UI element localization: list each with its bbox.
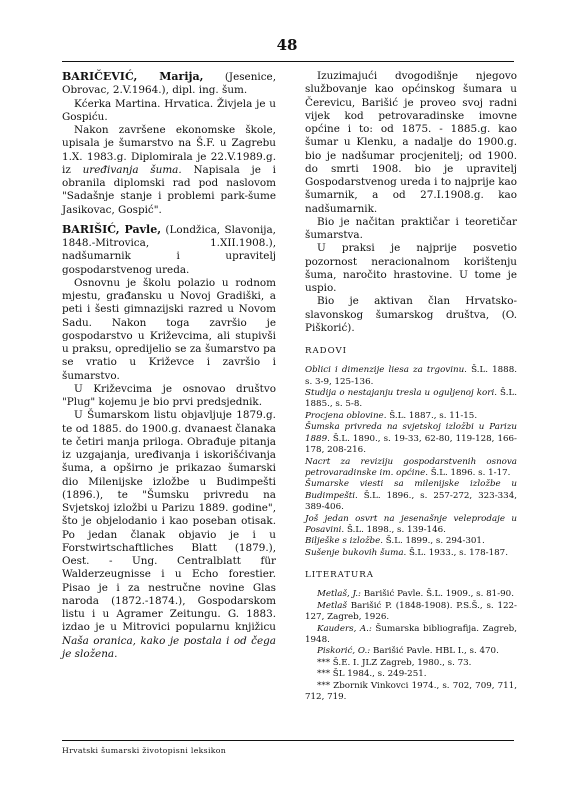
paragraph xyxy=(62,409,276,661)
literature-heading: LITERATURA xyxy=(305,570,374,581)
work-item: Studija o nestajanju tresla u oguljenoj kori. Š.L. 1885., s. 5-8. xyxy=(305,388,517,410)
header-rule xyxy=(62,61,514,62)
text-run: U Šumarskom listu objavljuje 1879.g. te od 1885. do 1900.g. dvanaest članaka te četiri manja priloga. Obrađuje pitanja iz uzgajanja, uređivanja i iskorišćivanja šuma, a opširno je prikazao šumarski dio Milenijske izložbe u Budimpešti (1896.), te "Šumsku privredu na Svjetskoj izložbi u Parizu 1889. godine", što je objelodanio i kao poseban otisak. Po jedan članak objavio je i u Forstwirtschaftliches Blatt (1879.), Oest. - Ung. Centralblatt für Walderzeugnisse i u Echo forestier. Pisao je i za nestručne novine Glas naroda (1872.-1874.), Gospodarskom listu i u Agramer Zeitungu. G. 1883. izdao je u Mitrovici popularnu knjižicu xyxy=(62,409,276,634)
work-item: Procjena oblovine. Š.L. 1887., s. 11-15. xyxy=(305,410,478,421)
work-item: Još jedan osvrt na jesenašnje veleprodaje u Posavini. Š.L. 1898., s. 139-146. xyxy=(305,513,517,535)
paragraph: Bio je aktivan član Hrvatsko-slavonskog šumarskog društva, (O. Piškorić). xyxy=(305,295,517,334)
footer-title: Hrvatski šumarski životopisni leksikon xyxy=(62,746,227,755)
literature-item: *** Zbornik Vinkovci 1974., s. 702, 709, 711, 712, 719. xyxy=(305,680,517,703)
works-list xyxy=(305,365,517,559)
page-number: 48 xyxy=(276,36,298,54)
work-item: Oblici i dimenzije liesa za trgovinu. Š.L. 1888. s. 3-9, 125-136. xyxy=(305,365,518,387)
text-run: Napisala je i obranila diplomski rad pod naslovom "Sadašnje stanje i problemi park-šume Jasikovac, Gospić". xyxy=(62,163,276,216)
paragraph: U Križevcima je osnovao društvo "Plug" kojemu je bio prvi predsjednik. xyxy=(62,382,276,408)
paragraph: Osnovnu je školu polazio u rodnom mjestu, građansku u Novoj Gradiški, a peti i šesti gimnazijski razred u Novom Sadu. Nakon toga završio je gospodarstvo u Križevcima, ali stupivši u praksu, opredijelio se za šumarstvo pa se vratio u Križevce i završio i šumarstvo. xyxy=(62,276,276,382)
entry-baricevic xyxy=(62,70,276,98)
literature-item: Kauders, A.: Šumarska bibliografija. Zagreb, 1948. xyxy=(305,623,517,646)
entry-intro: (Jesenice, Obrovac, 2.V.1964.), dipl. ing. šum. xyxy=(62,71,276,97)
work-item: Šumarske viesti sa milenijske izložbe u Budimpešti. Š.L. 1896., s. 257-272, 323-334, 389-406. xyxy=(305,479,517,513)
paragraph: U praksi je najprije posvetio pozornost neracionalnom korištenju šuma, naročito hrastovine. U tome je uspio. xyxy=(305,242,517,294)
work-item: Bilješke s izložbe. Š.L. 1899., s. 294-301. xyxy=(305,536,485,547)
left-column xyxy=(62,70,276,661)
footer-rule xyxy=(62,740,514,741)
literature-item: Metlaš Barišić P. (1848-1908). P.S.Š., s. 122-127, Zagreb, 1926. xyxy=(305,600,517,623)
right-column xyxy=(305,70,517,703)
paragraph: Bio je načitan praktičar i teoretičar šumarstva. xyxy=(305,215,517,241)
entry-barisic xyxy=(62,223,276,277)
work-item: Sušenje bukovih šuma. Š.L. 1933., s. 178-187. xyxy=(305,547,508,558)
paragraph: Izuzimajući dvogodišnje njegovo službovanje kao općinskog šumara u Čerevicu, Barišić je proveo svoj radni vijek kod petrovaradinske imovne općine i to: od 1875. - 1885.g. kao šumar u Klenku, a nadalje do 1900.g. bio je nadšumar procjenitelj; od 1900. do smrti 1908. bio je upravitelj Gospodarstvenog ureda i to najprije kao šumarnik, a od 27.I.1908.g. kao nadšumarnik. xyxy=(305,70,517,215)
paragraph xyxy=(62,124,276,217)
italic-run: Naša oranica, kako je postala i od čega je složena. xyxy=(62,634,276,660)
paragraph: Kćerka Martina. Hrvatica. Živjela je u Gospiću. xyxy=(62,97,276,123)
literature-item: Piskorić, O.: Barišić Pavle. HBL I., s. 470. xyxy=(317,646,499,657)
literature-list xyxy=(305,589,517,703)
text-run: Nakon završene ekonomske škole, upisala je šumarstvo na Š.F. u Zagrebu 1.X. 1983.g. Diplomirala je 22.V.1989.g. iz xyxy=(62,124,276,176)
entry-intro: (Londžica, Slavonija, 1848.-Mitrovica, 1.XII.1908.), nadšumarnik i upravitelj gospodarstvenog ureda. xyxy=(62,223,276,276)
works-heading: RADOVI xyxy=(305,346,348,356)
literature-item: *** ŠL 1984., s. 249-251. xyxy=(317,669,427,680)
italic-run: uređivanja šuma. xyxy=(82,163,182,176)
entry-name: BARIČEVIĆ, Marija, xyxy=(62,70,204,83)
work-item: Šumska privreda na svjetskoj izložbi u Parizu 1889. Š.L. 1890., s. 19-33, 62-80, 119-128, 166-178, 208-216. xyxy=(305,422,517,456)
work-item: Nacrt za reviziju gospodarstvenih osnova petrovaradinske im. općine. Š.L. 1896. s. 1-17. xyxy=(305,456,517,478)
entry-name: BARIŠIĆ, Pavle, xyxy=(62,222,162,236)
literature-item: *** Š.E. I. JLZ Zagreb, 1980., s. 73. xyxy=(317,657,472,668)
literature-item: Metlaš, J.: Barišić Pavle. Š.L. 1909., s. 81-90. xyxy=(317,589,514,600)
